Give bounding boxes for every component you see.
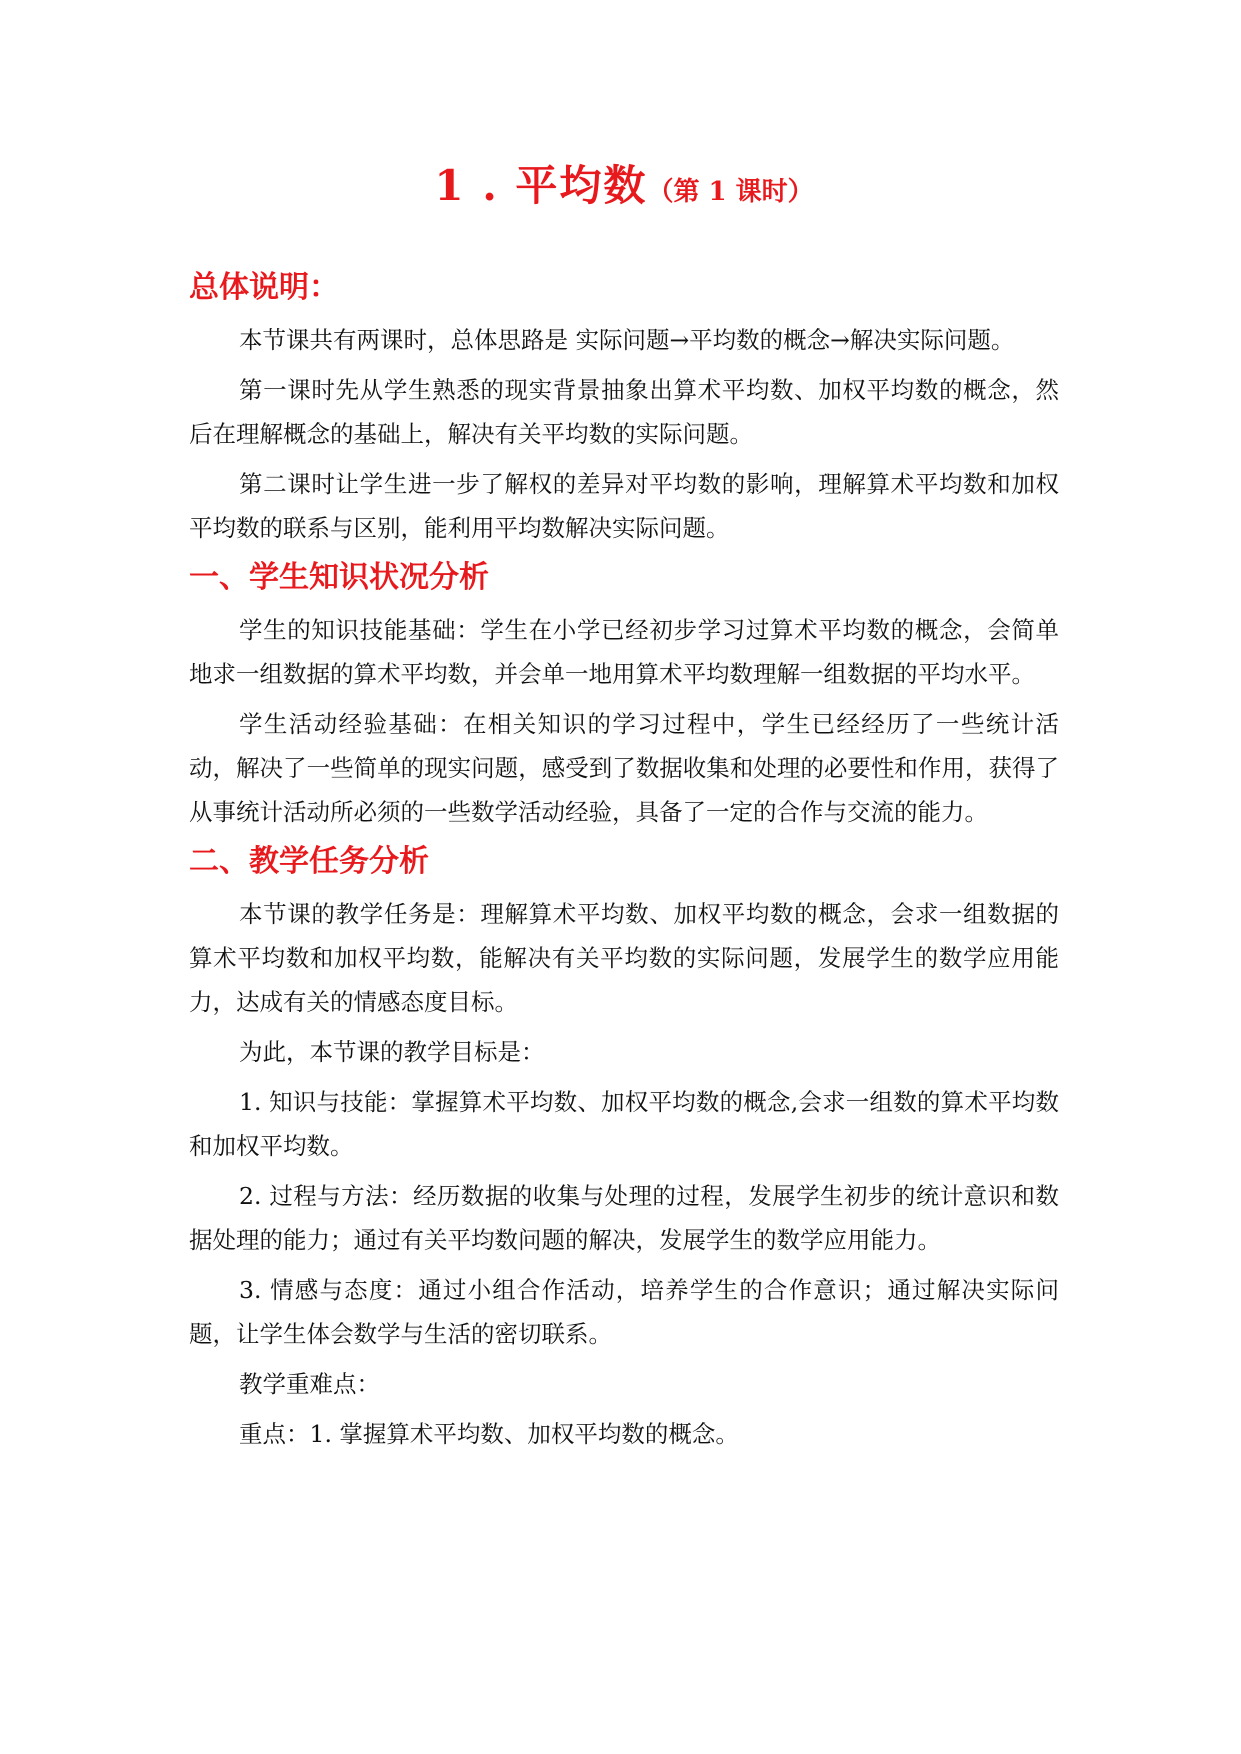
objective-knowledge: 1. 知识与技能：掌握算术平均数、加权平均数的概念,会求一组数的算术平均数和加权平均数。 [189, 1088, 1059, 1160]
key-point-1: 重点：1. 掌握算术平均数、加权平均数的概念。 [239, 1420, 739, 1448]
section2-paragraph: 为此，本节课的教学目标是： [239, 1038, 545, 1066]
document-page [189, 160, 1059, 1462]
section2-paragraph: 本节课的教学任务是：理解算术平均数、加权平均数的概念，会求一组数据的算术平均数和加权平均数，能解决有关平均数的实际问题，发展学生的数学应用能力，达成有关的情感态度目标。 [189, 900, 1059, 1016]
key-points-label: 教学重难点： [239, 1370, 380, 1398]
section1-paragraph: 学生活动经验基础：在相关知识的学习过程中，学生已经经历了一些统计活动，解决了一些简单的现实问题，感受到了数据收集和处理的必要性和作用，获得了从事统计活动所必须的一些数学活动经验，具备了一定的合作与交流的能力。 [189, 710, 1059, 826]
general-heading: 总体说明： [189, 270, 339, 305]
section2-heading: 二、教学任务分析 [189, 844, 429, 879]
title-subtitle: （第 1 课时） [647, 177, 814, 207]
general-paragraph: 第一课时先从学生熟悉的现实背景抽象出算术平均数、加权平均数的概念，然后在理解概念的基础上，解决有关平均数的实际问题。 [189, 376, 1059, 448]
objective-attitude: 3. 情感与态度：通过小组合作活动，培养学生的合作意识；通过解决实际问题，让学生体会数学与生活的密切联系。 [189, 1276, 1059, 1348]
objective-process: 2. 过程与方法：经历数据的收集与处理的过程，发展学生初步的统计意识和数据处理的能力；通过有关平均数问题的解决，发展学生的数学应用能力。 [189, 1182, 1059, 1254]
section1-paragraph: 学生的知识技能基础：学生在小学已经初步学习过算术平均数的概念，会简单地求一组数据的算术平均数，并会单一地用算术平均数理解一组数据的平均水平。 [189, 616, 1059, 688]
title-main: 1 . 平均数 [434, 161, 648, 210]
section1-heading: 一、学生知识状况分析 [189, 560, 489, 595]
general-paragraph: 第二课时让学生进一步了解权的差异对平均数的影响，理解算术平均数和加权平均数的联系与区别，能利用平均数解决实际问题。 [189, 470, 1059, 542]
document-title [189, 160, 1059, 218]
general-paragraph: 本节课共有两课时，总体思路是 实际问题→平均数的概念→解决实际问题。 [239, 326, 1015, 354]
